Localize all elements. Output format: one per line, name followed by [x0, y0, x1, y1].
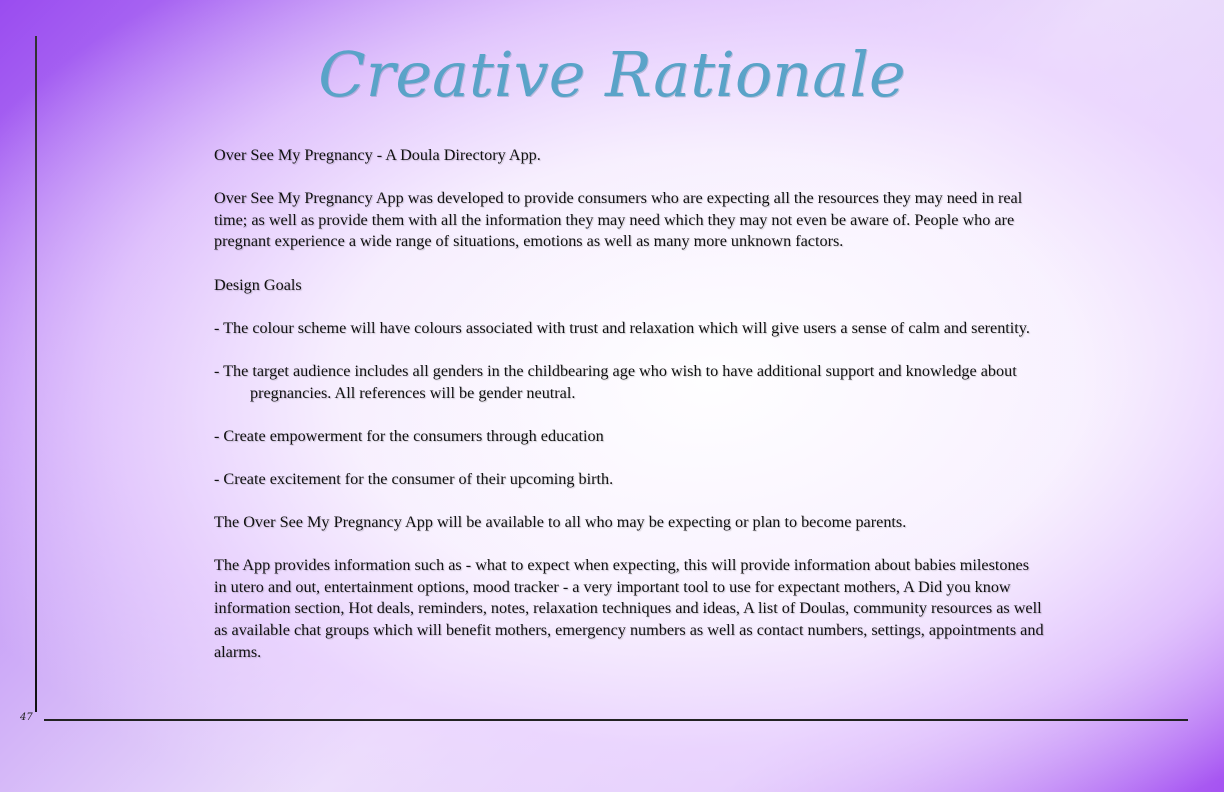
intro-paragraph: Over See My Pregnancy App was developed to provide consumers who are expecting all the resources they may need in real time; as well as provide them with all the information they may need which they may not even be aware of. People who are pregnant experience a wide range of situations, emotions as well as many more unknown factors.	[214, 189, 1023, 251]
features-paragraph: The App provides information such as - what to expect when expecting, this will provide information about babies milestones in utero and out, entertainment options, mood tracker - a very important tool to use for expectant mothers, A Did you know information section, Hot deals, reminders, notes, relaxation techniques and ideas, A list of Doulas, community resources as well as available chat groups which will benefit mothers, emergency numbers as well as contact numbers, settings, appointments and alarms.	[214, 556, 1044, 661]
body-text	[214, 145, 1044, 685]
page-title: Creative Rationale	[318, 38, 906, 111]
design-goal-item: - The colour scheme will have colours associated with trust and relaxation which will give users a sense of calm and serentity.	[214, 318, 1030, 337]
design-goals-heading: Design Goals	[214, 275, 302, 294]
design-goal-item: - The target audience includes all genders in the childbearing age who wish to have additional support and knowledge about pregnancies. All references will be gender neutral.	[214, 361, 1017, 402]
page-number: 47	[20, 712, 33, 723]
intro-heading: Over See My Pregnancy - A Doula Directory App.	[214, 146, 541, 164]
vertical-divider	[35, 36, 37, 712]
design-goal-item: - Create empowerment for the consumers through education	[214, 426, 604, 445]
horizontal-divider	[44, 719, 1188, 721]
design-goals	[214, 275, 1044, 491]
availability-paragraph: The Over See My Pregnancy App will be available to all who may be expecting or plan to become parents.	[214, 513, 907, 532]
design-goal-item: - Create excitement for the consumer of their upcoming birth.	[214, 469, 614, 488]
